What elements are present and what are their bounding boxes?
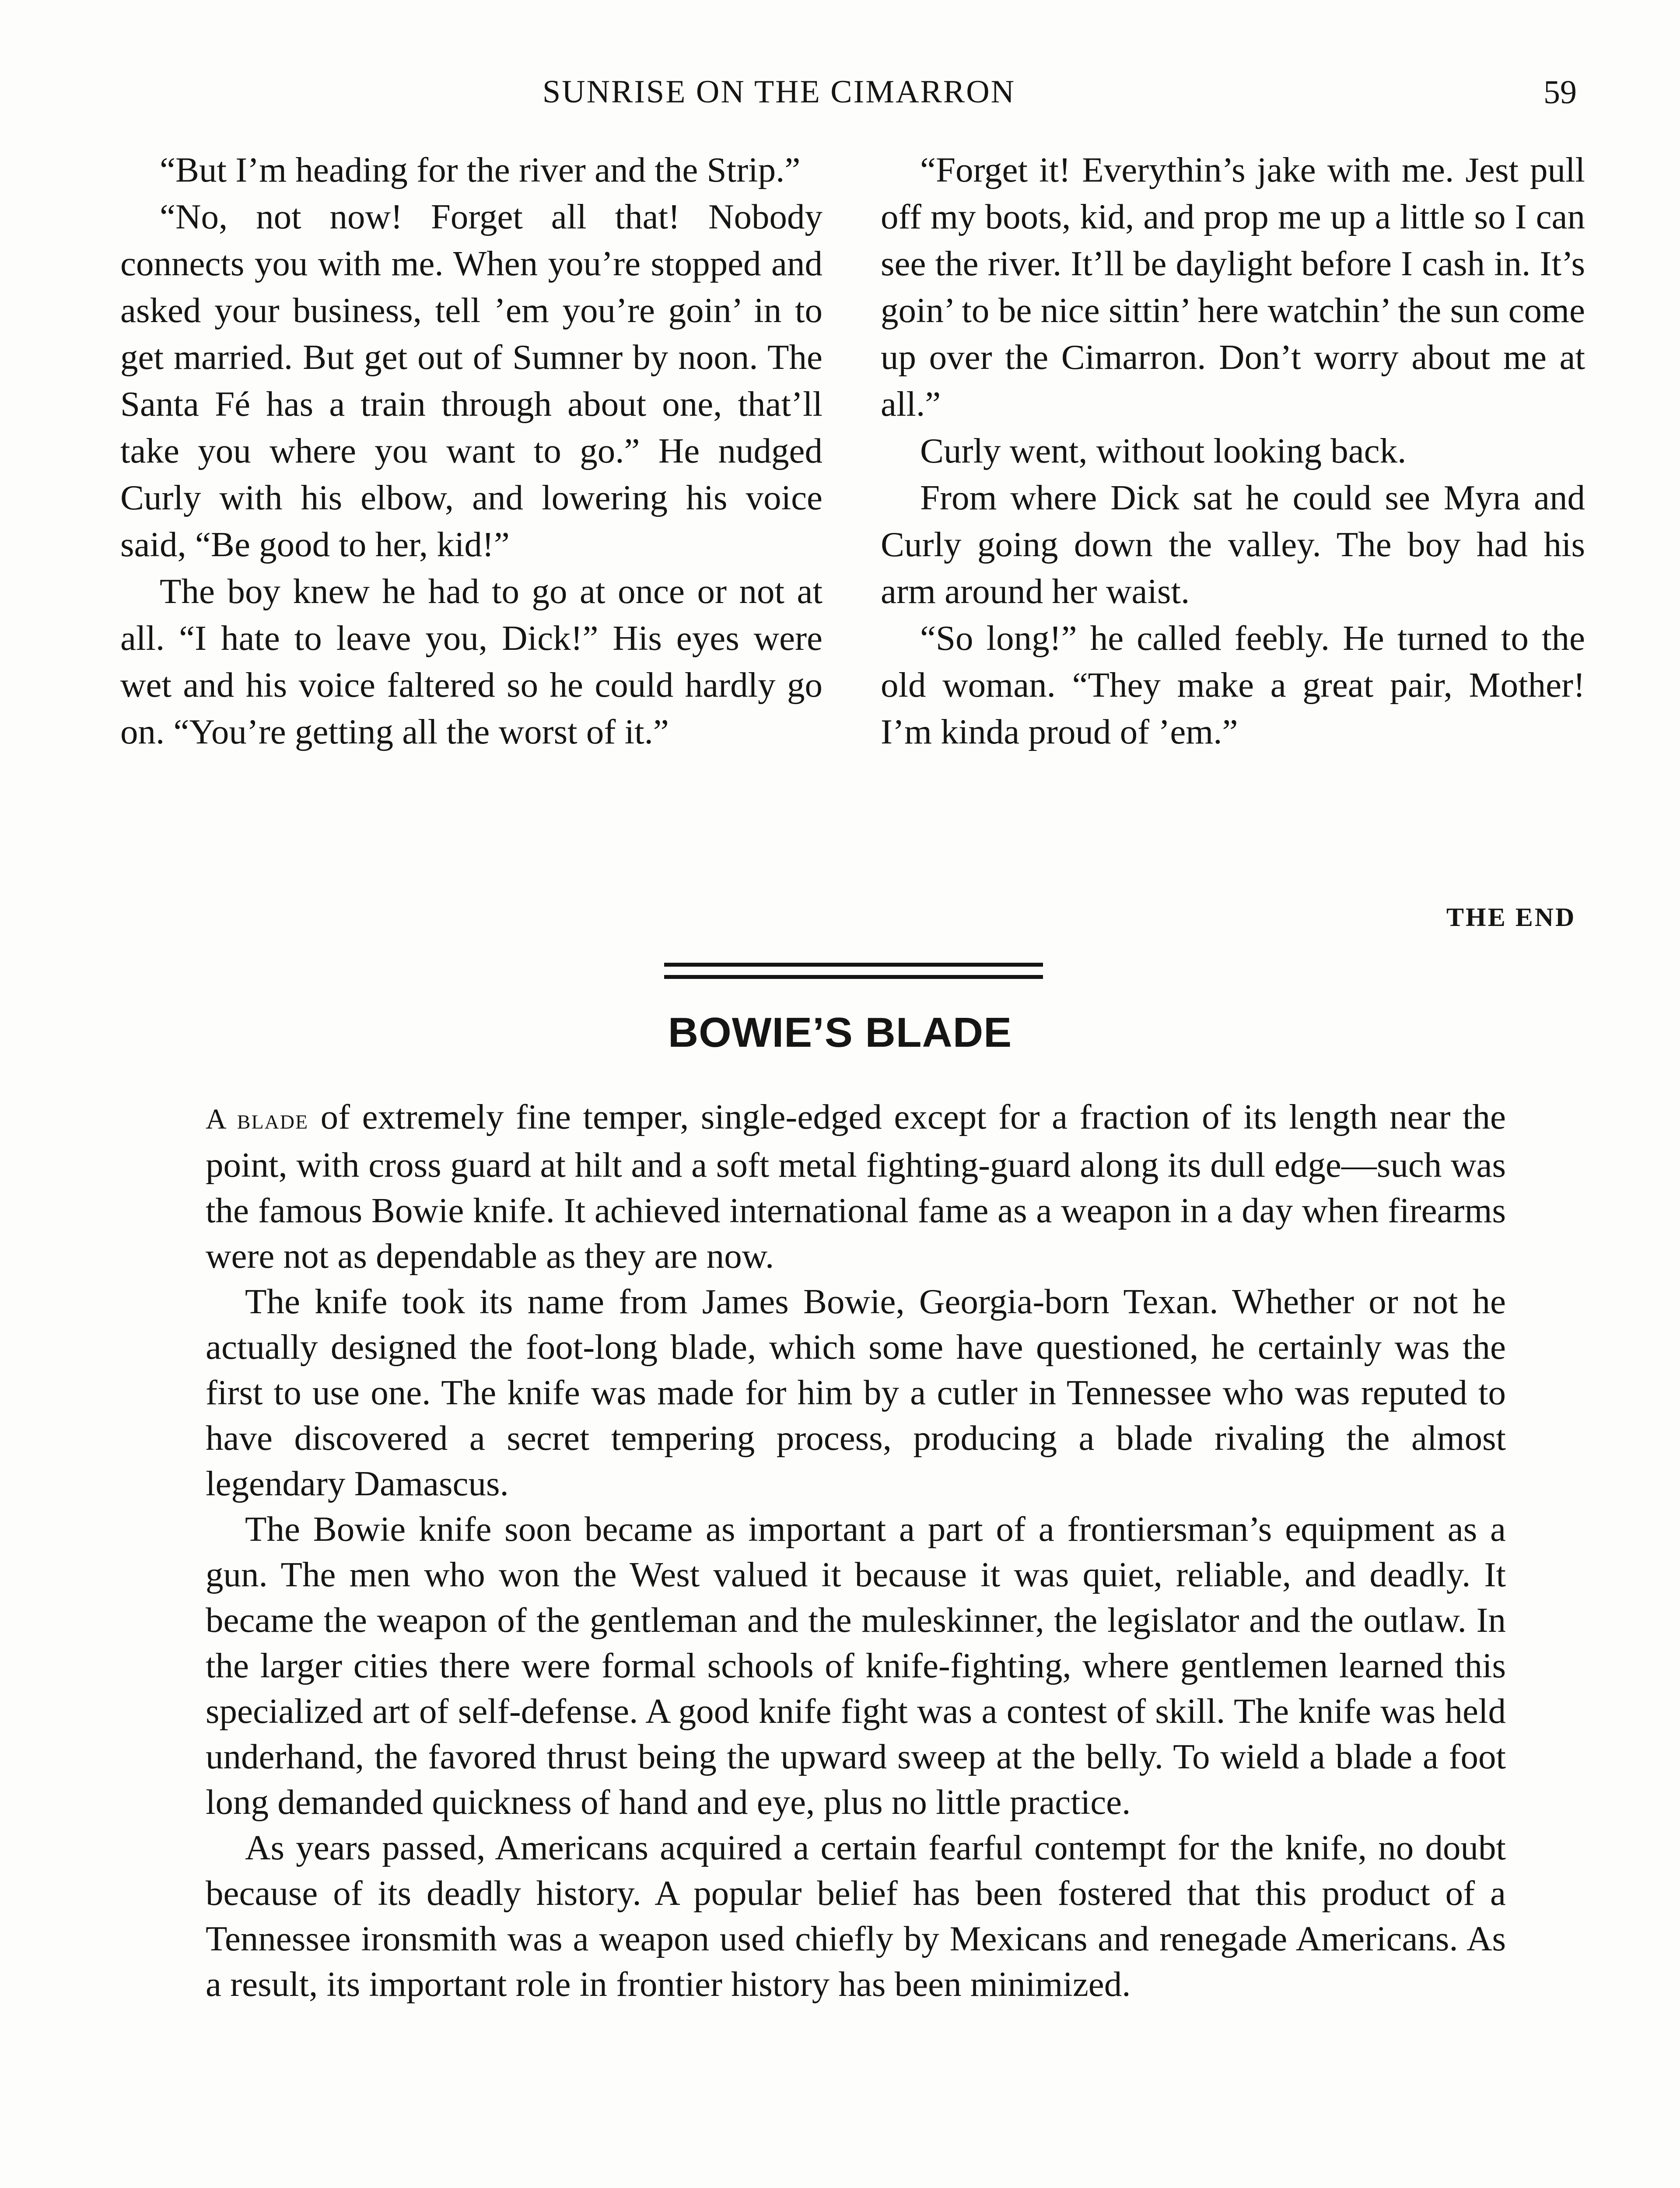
page-number: 59: [1544, 74, 1577, 111]
story-paragraph: “Forget it! Everythin’s jake with me. Jest pull off my boots, kid, and prop me up a little so I can see the river. It’ll be daylight before I cash in. It’s goin’ to be nice sittin’ here watchin’ the sun come up over the Cimarron. Don’t worry about me at all.”: [881, 150, 1585, 424]
story-paragraph: “So long!” he called feebly. He turned to the old woman. “They make a great pair, Mother! I’m kinda proud of ’em.”: [881, 618, 1585, 751]
running-title: SUNRISE ON THE CIMARRON: [542, 74, 1016, 110]
story-paragraph: The boy knew he had to go at once or not at all. “I hate to leave you, Dick!” His eyes were wet and his voice faltered so he could hardly go on. “You’re getting all the worst of it.”: [120, 572, 822, 751]
story-left-column: [120, 147, 822, 755]
story-paragraph: “But I’m heading for the river and the Strip.”: [160, 150, 801, 189]
article-paragraph: [206, 1094, 1506, 1279]
story-paragraph: Curly went, without looking back.: [920, 431, 1407, 470]
article-paragraph: As years passed, Americans acquired a certain fearful contempt for the knife, no doubt because of its deadly history. A popular belief has been fostered that this product of a Tennessee ironsmith was a weapon used chiefly by Mexicans and renegade Americans. As a result, its important role in frontier history has been minimized.: [206, 1828, 1506, 2004]
section-divider: [664, 975, 1043, 979]
article-paragraph: The Bowie knife soon became as important a part of a frontiersman’s equipment as a gun. The men who won the West valued it because it was quiet, reliable, and deadly. It became the weapon of the gentleman and the muleskinner, the legislator and the outlaw. In the larger cities there were formal schools of knife-fighting, where gentlemen learned this specialized art of self-defense. A good knife fight was a contest of skill. The knife was held underhand, the favored thrust being the upward sweep at the belly. To wield a blade a foot long demanded quickness of hand and eye, plus no little practice.: [206, 1509, 1506, 1822]
article-paragraph-text: of extremely fine temper, single-edged except for a fraction of its length near the point, with cross guard at hilt and a soft metal fighting-guard along its dull edge—such was the famous Bowie knife. It achieved international fame as a weapon in a day when firearms were not as dependable as they are now.: [206, 1097, 1506, 1276]
lead-smallcaps: A blade: [206, 1103, 309, 1135]
the-end-label: THE END: [1446, 903, 1576, 932]
article-title: BOWIE’S BLADE: [668, 1009, 1012, 1056]
story-paragraph: From where Dick sat he could see Myra and Curly going down the valley. The boy had his arm around her waist.: [881, 478, 1585, 611]
article-body: [206, 1094, 1506, 2007]
story-right-column: [881, 147, 1585, 755]
section-divider: [664, 963, 1043, 967]
story-paragraph: “No, not now! Forget all that! Nobody connects you with me. When you’re stopped and asked your business, tell ’em you’re goin’ in to get married. But get out of Sumner by noon. The Santa Fé has a train through about one, that’ll take you where you want to go.” He nudged Curly with his elbow, and lowering his voice said, “Be good to her, kid!”: [120, 197, 822, 564]
article-paragraph: The knife took its name from James Bowie, Georgia-born Texan. Whether or not he actually designed the foot-long blade, which some have questioned, he certainly was the first to use one. The knife was made for him by a cutler in Tennessee who was reputed to have discovered a secret tempering process, producing a blade rivaling the almost legendary Damascus.: [206, 1282, 1506, 1503]
